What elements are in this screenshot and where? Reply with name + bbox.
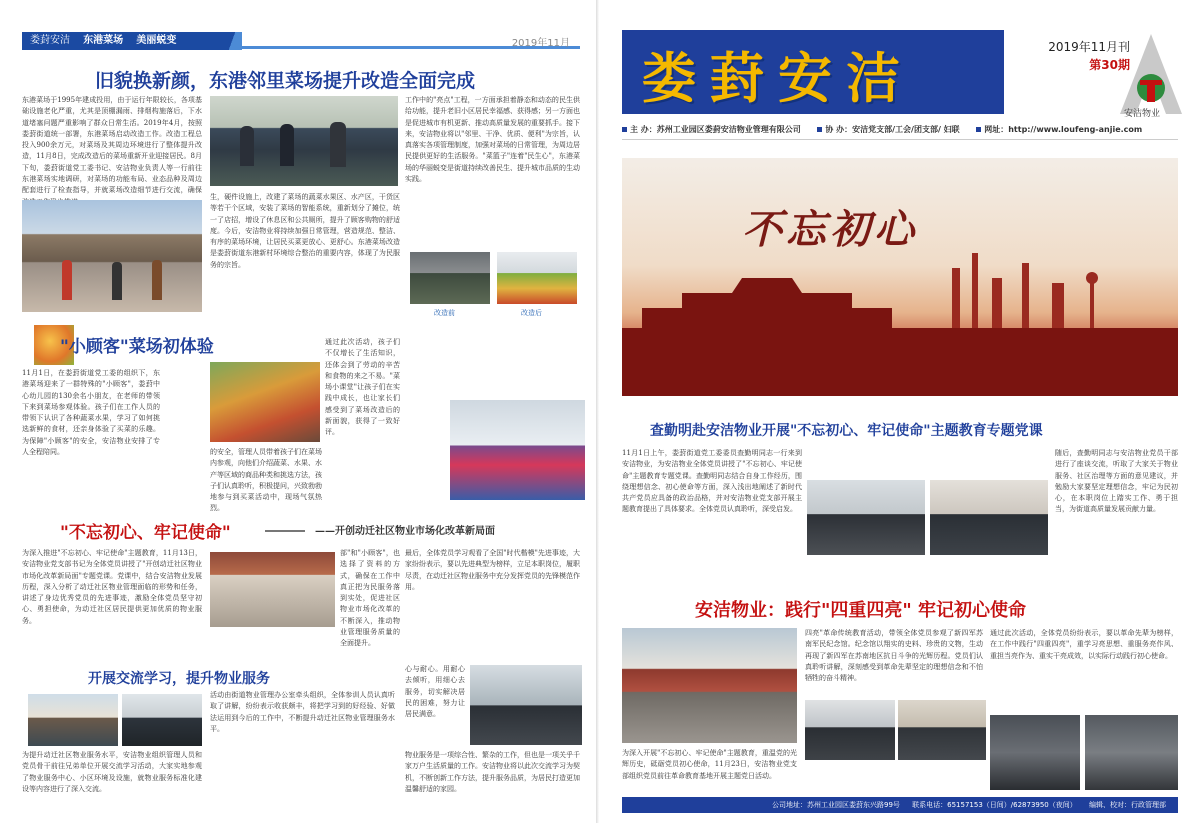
photo-lecture-2 bbox=[930, 480, 1048, 555]
article3-col3: 最后，全体党员学习观看了全国"时代楷模"先进事迹，大家纷纷表示，要以先进典型为榜样，立足本职岗位，履职尽责，在动迁社区物业服务中充分发挥党员的先锋模范作用。 bbox=[405, 549, 580, 591]
article1-col2: 生，硬件设施上，改建了菜场的蔬菜水果区、水产区，干货区等若干个区域，安装了菜场的智能系统，重新划分了摊位，统一了店招，增设了休息区和公共厕所，提升了顾客购物的舒适度。今后，安洁物业将持续加强日常管理，营造规范、整洁、有序的菜场环境，让居民买菜更放心、更舒心。东港菜场改造是娄葑街道东港新村环境综合整治的重要内容，体现了为民服务的宗旨。 bbox=[210, 193, 400, 269]
footer-bar bbox=[622, 797, 1178, 813]
hero-banner bbox=[622, 158, 1178, 396]
right-article1-headline: 查勤明赴安洁物业开展"不忘初心、牢记使命"主题教育专题党课 bbox=[650, 423, 1043, 439]
photo-kids-stall bbox=[210, 362, 320, 442]
right-article2-headline: 安洁物业：践行"四重四亮" 牢记初心使命 bbox=[695, 600, 1027, 621]
article3-col1: 为深入推进"不忘初心、牢记使命"主题教育，11月13日，安洁物业党支部书记为全体党员讲授了"开创动迁社区物业市场化改革新局面"专题党课。党课中，结合安洁物业发展历程，深入分析了动迁社区物业管理面临的形势和任务，讲述了身边优秀党员的先进事迹，激励全体党员坚守初心、勇担使命，为动迁社区居民提供更加优质的物业服务。 bbox=[22, 549, 202, 625]
article1-col1: 东港菜场于1995年建成投用，由于运行年限较长，各项基础设施老化严重，尤其是顶棚漏雨、排烟构施落后，下水道堵塞问题严重影响了群众日常生活。2019年4月，按照娄葑街道统一部署，东港菜场启动改造工作。改造工程总投入900余万元，对菜场及其周边环境进行了整体提升改造，11月8日，完成改造后的菜场重新开业迎接居民。8月下旬，娄葑街道党工委书记、安洁物业负责人等一行前往东港菜场实地调研，对菜场的功能布局、业态品种及周边配套进行了检查指导，并就菜场改造细节进行交流，确保 bbox=[22, 96, 202, 195]
issue-date: 2019年11月刊 bbox=[1048, 40, 1130, 54]
article4-headline: 开展交流学习，提升物业服务 bbox=[88, 671, 270, 687]
logo-text: 安洁物业 bbox=[1124, 109, 1161, 119]
article1-col3: 工作中的"亮点"工程，一方面承担着静态和动态的民生供给功能，提升老旧小区居民幸福感、获得感；另一方面也是促进城市有机更新、推动高质量发展的重要抓手。接下来，安洁物业将以"邻里、干净、优质、便利"为宗旨，认真落实各项管理制度，加强对菜场的日常管理，为周边居民提供更好的生活服务。"菜篮子"连着"民生心"，东港菜场的华丽蜕变是街道持续改善民生、提升城市品质的生动实践。 bbox=[405, 96, 580, 184]
photo-exchange bbox=[470, 665, 582, 745]
photo-lecture-1 bbox=[807, 480, 925, 555]
article3-headline: "不忘初心、牢记使命" bbox=[60, 523, 231, 543]
article4-col2: 活动由街道物业管理办公室牵头组织，全体参训人员认真听取了讲解，纷纷表示收获颇丰，将把学习到的好经验、好做法运用到今后的工作中，不断提升动迁社区物业管理服务水平。 bbox=[210, 691, 395, 733]
header-tag-makeover: 美丽蜕变 bbox=[136, 35, 177, 46]
photo-group-2 bbox=[898, 700, 986, 760]
anjie-logo bbox=[1116, 30, 1186, 120]
photo-group-1 bbox=[805, 700, 895, 760]
photo-visit-2 bbox=[122, 694, 202, 746]
footer-editor: 编辑、校对：行政管理部 bbox=[1089, 801, 1166, 809]
issue-number: 第30期 bbox=[1089, 58, 1130, 72]
info-host: 主 办：苏州工业园区娄葑安洁物业管理有限公司 bbox=[630, 125, 801, 134]
article1-headline: 旧貌换新颜，东港邻里菜场提升改造全面完成 bbox=[95, 70, 476, 92]
info-site: 网址：http://www.loufeng-anjie.com bbox=[984, 125, 1143, 134]
hero-skyline bbox=[622, 158, 1178, 396]
header-date: 2019年11月 bbox=[511, 38, 570, 49]
photo-market-exterior bbox=[22, 200, 202, 312]
info-co: 协 办：安洁党支部/工会/团支部/ 妇联 bbox=[825, 125, 960, 134]
right-article1-col1: 11月1日上午，娄葑街道党工委委员查勤明同志一行来到安洁物业，为安洁物业全体党员讲授了"不忘初心、牢记使命"主题教育专题党课。查勤明同志结合自身工作经历，围绕理想信念、初心使命等方面，深入浅出地阐述了新时代共产党员应具备的政治品格，并对安洁物业党支部开展主题教育提出了具体要求。全体党员认真聆听，深受启发。 bbox=[622, 449, 802, 514]
article3-col2: 部"和"小顾客"，也选择了资料的方式，确保在工作中真正把为民服务落到实处，促进社区物业市场化改革的不断深入，推动物业管理服务质量的全面提升。 bbox=[340, 549, 400, 648]
article2-col2: 的安全，管理人员带着孩子们在菜场内参观，向他们介绍蔬菜、水果、水产等区域的商品种类和挑选方法，孩子们认真聆听，积极提问，兴致勃勃地参与到买菜活动中，现场气氛热烈。 bbox=[210, 448, 322, 513]
article4-col4: 物业服务是一项综合性、繁杂的工作，但也是一项关乎千家万户生活质量的工作。安洁物业将以此次交流学习为契机，不断创新工作方法，提升服务品质，为居民打造更加温馨舒适的家园。 bbox=[405, 751, 580, 793]
caption-before: 改造前 bbox=[434, 309, 455, 317]
photo-memorial bbox=[622, 628, 797, 743]
masthead bbox=[622, 30, 1004, 114]
photo-after bbox=[497, 252, 577, 304]
right-article1-col2: 随后，查勤明同志与安洁物业党员干部进行了座谈交流，听取了大家关于物业服务、社区治理等方面的意见建议，并勉励大家要坚定理想信念，牢记为民初心，在本职岗位上踏实工作、勇于担当，为街道高质量发展贡献力量。 bbox=[1055, 449, 1178, 514]
header-tag-market: 东港菜场 bbox=[83, 35, 124, 46]
photo-exhibit-2 bbox=[1085, 715, 1178, 790]
header-stripe bbox=[222, 32, 242, 50]
photo-visit-1 bbox=[28, 694, 118, 746]
photo-party-lesson bbox=[210, 552, 335, 627]
photo-inspection bbox=[210, 96, 398, 186]
right-article2-col2: 四亮"革命传统教育活动，带领全体党员参观了新四军苏南军民纪念馆。纪念馆以翔实的史料、珍贵的文物，生动再现了新四军在苏南地区抗日斗争的光辉历程。党员们认真聆听讲解，深刻感受到革命先辈坚定的理想信念和不怕牺牲的奋斗精神。 bbox=[805, 629, 983, 683]
left-page-header bbox=[22, 32, 580, 50]
article2-headline: "小顾客"菜场初体验 bbox=[60, 337, 214, 357]
hero-art-text: 不忘初心 bbox=[742, 206, 918, 253]
article4-col1: 为提升动迁社区物业服务水平，安洁物业组织管理人员和党员骨干前往兄弟单位开展交流学习活动，大家实地参观了物业服务中心、小区环境及设施，就物业服务标准化建设等内容进行了深入交流。 bbox=[22, 751, 202, 793]
header-tag-brand: 娄葑安洁 bbox=[30, 35, 70, 46]
footer-address: 公司地址：苏州工业园区娄葑东兴路99号 bbox=[771, 801, 900, 809]
article3-subtitle: ——开创动迁社区物业市场化改革新局面 bbox=[315, 526, 495, 537]
right-article2-col1: 为深入开展"不忘初心、牢记使命"主题教育，重温党的光辉历史，砥砺党员初心使命，11月23日，安洁物业党支部组织党员前往革命教育基地开展主题党日活动。 bbox=[622, 749, 797, 780]
photo-before bbox=[410, 252, 490, 304]
photo-kids-group bbox=[450, 400, 585, 500]
info-line bbox=[622, 124, 1178, 140]
caption-after: 改造后 bbox=[521, 309, 542, 317]
photo-exhibit-1 bbox=[990, 715, 1080, 790]
article3-rule bbox=[265, 530, 305, 532]
article4-col3: 心与耐心。用耐心去倾听，用细心去服务，切实解决居民的困难，努力让居民满意。 bbox=[405, 665, 465, 719]
article2-col2b: 通过此次活动，孩子们不仅增长了生活知识，还体会到了劳动的辛苦和食物的来之不易。"菜场小课堂"让孩子们在实践中成长，也让家长们感受到了菜场改造后的新面貌，获得了一致好评。 bbox=[325, 338, 400, 437]
article2-col1: 11月1日，在娄葑街道党工委的组织下，东港菜场迎来了一群特殊的"小顾客"，娄葑中心幼儿园的130余名小朋友，在老师的带领下来到菜场参观体验。孩子们在工作人员的带领下认识了各种蔬菜水果，学习了如何挑选新鲜的食材，还亲身体验了买菜的乐趣。为保障"小顾客"的安全，安洁物业安排了专人全程陪同。 bbox=[22, 369, 160, 457]
masthead-title: 娄葑安洁 bbox=[642, 46, 914, 110]
right-page bbox=[600, 0, 1200, 823]
right-article2-col3: 通过此次活动，全体党员纷纷表示，要以革命先辈为榜样，在工作中践行"四重四亮"，重学习亮思想、重服务亮作风、重担当亮作为、重实干亮成效，以实际行动践行初心使命。 bbox=[990, 629, 1178, 660]
footer-phone: 联系电话：65157153（日间）/62873950（夜间） bbox=[912, 801, 1077, 809]
